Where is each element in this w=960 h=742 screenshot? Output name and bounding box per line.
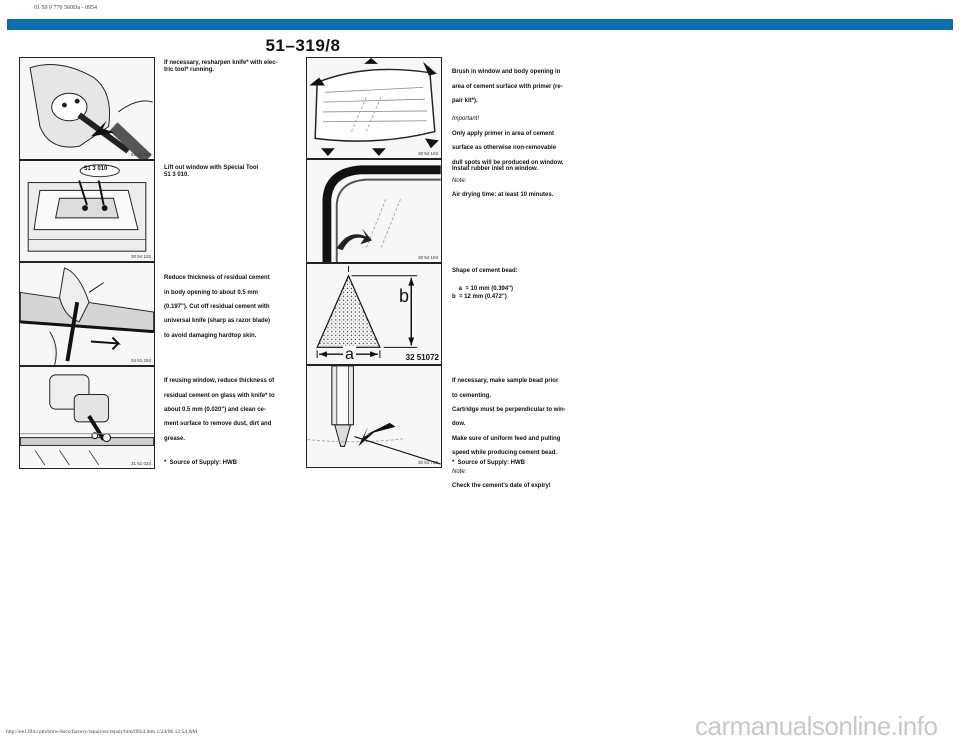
text-line: tric tool* running. xyxy=(164,67,214,74)
text-line: area of cement surface with primer (re- xyxy=(452,83,563,90)
step-lift-window xyxy=(164,165,294,183)
text-line: speed while producing cement bead. xyxy=(452,450,558,457)
text-line: (0.197"). Cut off residual cement with xyxy=(164,304,270,311)
figure-code: 31 51 024 xyxy=(130,461,151,466)
text-line: Only apply primer in area of cement xyxy=(452,130,555,137)
bead-shape-drawing xyxy=(307,264,441,364)
step-resharpen-knife xyxy=(164,60,294,78)
text-line: Brush in window and body opening in xyxy=(452,69,561,76)
text-line: b = 12 mm (0.472") xyxy=(452,293,507,300)
text-line: surface as otherwise non-removable xyxy=(452,145,557,152)
text-line: If necessary, make sample bead prior xyxy=(452,378,559,385)
footnote-right xyxy=(452,460,582,467)
figure-sample-bead xyxy=(306,365,442,468)
figure-bead-shape xyxy=(306,263,442,365)
figure-brush-primer xyxy=(306,57,442,159)
text-line: in body opening to about 0.5 mm xyxy=(164,289,258,296)
step-sample-bead xyxy=(452,371,582,494)
footnote-text: * Source of Supply: HWB xyxy=(164,460,238,466)
text-line: dull spots will be produced on window. xyxy=(452,159,564,166)
brush-primer-drawing xyxy=(307,58,441,158)
step-brush-primer xyxy=(452,62,582,204)
text-line: Shape of cement bead: xyxy=(452,268,518,274)
header-bar xyxy=(7,19,953,30)
text-line: Install rubber inlet on window. xyxy=(452,166,539,172)
text-line: dow. xyxy=(452,421,466,428)
text-line: pair kit*). xyxy=(452,98,478,105)
step-bead-shape xyxy=(452,268,582,312)
figure-code: 30 54 103 xyxy=(417,151,438,156)
reduce-cement-body-drawing xyxy=(20,263,154,365)
figure-reduce-cement-glass xyxy=(19,366,155,469)
figure-code: 30 54 104 xyxy=(417,255,438,260)
header-doc-ref: 01 50 9 770 560Da - 0954 xyxy=(34,5,97,11)
text-line: universal knife (sharp as razor blade) xyxy=(164,318,271,325)
sample-bead-drawing xyxy=(307,366,441,467)
note-label: Note: xyxy=(452,468,467,475)
note-label: Note: xyxy=(452,178,467,185)
text-line: Reduce thickness of residual cement xyxy=(164,275,270,282)
step-rubber-inlet xyxy=(452,166,582,177)
text-line: Air drying time: at least 10 minutes. xyxy=(452,192,554,199)
rubber-inlet-drawing xyxy=(307,160,441,262)
text-line: Lift out window with Special Tool xyxy=(164,165,259,171)
text-line: to avoid damaging hardtop skin. xyxy=(164,332,257,339)
figure-lift-window xyxy=(19,160,155,262)
text-line: 51 3 010. xyxy=(164,172,190,179)
footer-url: http://ee1394.com/bmw/docs/factory/repair/en/repair/htm/0954.htm 1/24/06 12:54 AM xyxy=(6,729,198,735)
reduce-cement-glass-drawing xyxy=(20,367,154,468)
figure-rubber-inlet xyxy=(306,159,442,263)
figure-code: 30 54 102 xyxy=(130,254,151,259)
text-line: to cementing. xyxy=(452,392,492,399)
text-line: a = 10 mm (0.394") xyxy=(458,286,514,293)
figure-knife-sharpen xyxy=(19,57,155,160)
figure-code: 32 51072 xyxy=(405,353,439,362)
text-line: If reusing window, reduce thickness of xyxy=(164,378,275,385)
page-title: 51–319/8 xyxy=(265,36,341,55)
dimension-label-b: b xyxy=(399,286,410,306)
step-reduce-cement-body xyxy=(164,268,294,344)
dimension-label-a: a xyxy=(345,346,354,363)
important-label: Important! xyxy=(452,116,480,123)
text-line: grease. xyxy=(164,435,186,442)
footnote-left xyxy=(164,460,294,467)
text-line: Cartridge must be perpendicular to win- xyxy=(452,407,566,414)
knife-sharpen-drawing xyxy=(20,58,154,159)
figure-code: 34 51 294 xyxy=(130,358,151,363)
figure-code: 30 51 753 xyxy=(417,460,438,465)
text-line: residual cement on glass with knife* to xyxy=(164,392,275,399)
lift-window-drawing xyxy=(20,161,154,261)
text-line: ment surface to remove dust, dirt and xyxy=(164,421,272,428)
text-line: about 0.5 mm (0.020") and clean ce- xyxy=(164,407,266,414)
text-line: If necessary, resharpen knife* with elec- xyxy=(164,60,278,66)
step-reduce-cement-glass xyxy=(164,371,294,447)
text-line: Make sure of uniform feed and pulling xyxy=(452,435,561,442)
footnote-text: * Source of Supply: HWB xyxy=(452,460,526,466)
figure-code: 51 51 028 xyxy=(130,152,151,157)
watermark: carmanualsonline.info xyxy=(695,711,938,741)
text-line: Check the cement's date of expiry! xyxy=(452,483,551,490)
figure-reduce-cement-body xyxy=(19,262,155,366)
tool-callout: 51 3 010 xyxy=(84,166,108,172)
